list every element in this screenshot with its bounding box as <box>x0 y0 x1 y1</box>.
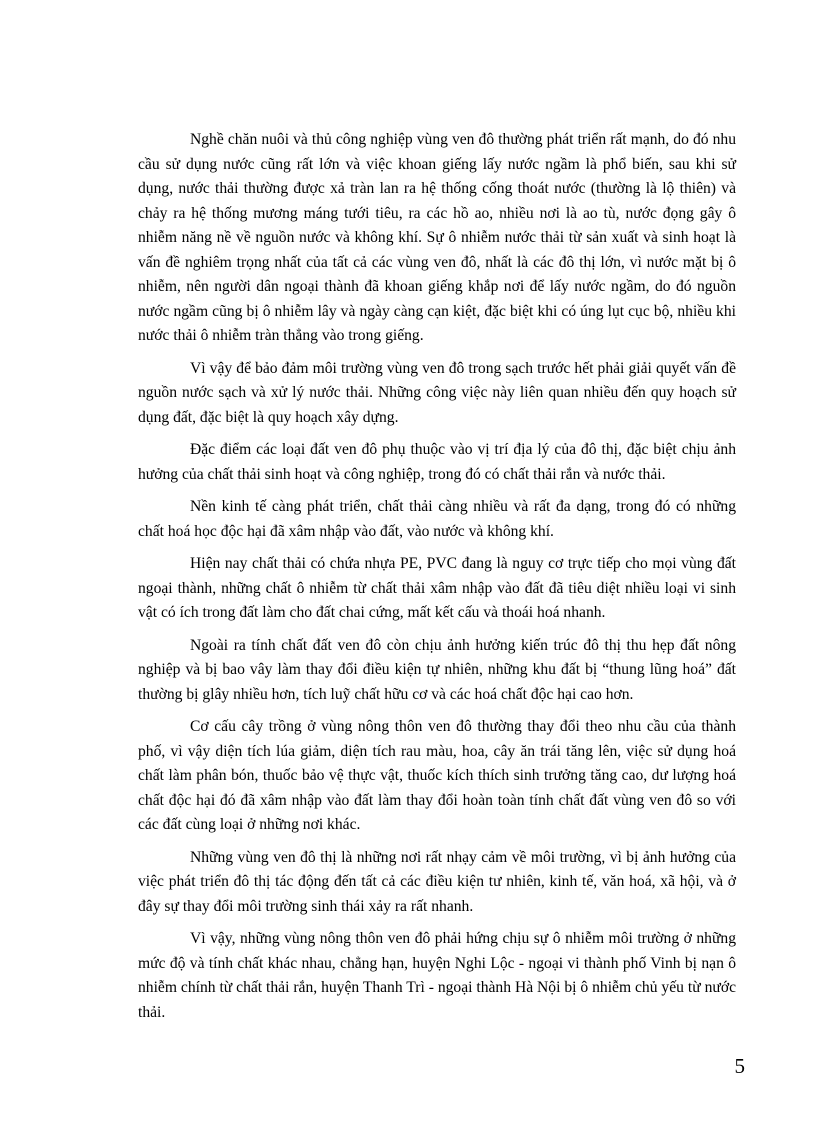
paragraph-2: Vì vậy để bảo đảm môi trường vùng ven đô trong sạch trước hết phải giải quyết vấn đề nguồn nước sạch và xử lý nước thải. Những công việc này liên quan nhiều đến quy hoạch sử dụng đất, đặc biệt là quy hoạch xây dựng. <box>138 359 736 426</box>
paragraph-3: Đặc điểm các loại đất ven đô phụ thuộc vào vị trí địa lý của đô thị, đặc biệt chịu ảnh hưởng của chất thải sinh hoạt và công nghiệp, trong đó có chất thải rắn và nước thải. <box>138 441 736 483</box>
paragraph-6: Ngoài ra tính chất đất ven đô còn chịu ảnh hưởng kiến trúc đô thị thu hẹp đất nông nghiệp và bị bao vây làm thay đổi điều kiện tự nhiên, những khu đất bị “thung lũng hoá” đất thường bị glây nhiều hơn, tích luỹ chất hữu cơ và các hoá chất độc hại cao hơn. <box>138 636 736 703</box>
paragraph-4: Nền kinh tế càng phát triển, chất thải càng nhiều và rất đa dạng, trong đó có những chất hoá học độc hại đã xâm nhập vào đất, vào nước và không khí. <box>138 498 736 540</box>
paragraph-5: Hiện nay chất thải có chứa nhựa PE, PVC đang là nguy cơ trực tiếp cho mọi vùng đất ngoại thành, những chất ô nhiễm từ chất thải xâm nhập vào đất đã tiêu diệt nhiều loại vi sinh vật có ích trong đất làm cho đất chai cứng, mất kết cấu và thoái hoá nhanh. <box>138 555 736 621</box>
paragraph-1: Nghề chăn nuôi và thủ công nghiệp vùng ven đô thường phát triển rất mạnh, do đó nhu cầu sử dụng nước cũng rất lớn và việc khoan giếng lấy nước ngầm là phổ biến, sau khi sử dụng, nước thải thường được xả tràn lan ra hệ thống cống thoát nước (thường là lộ thiên) và chảy ra hệ thống mương máng tưới tiêu, ra các hồ ao, nhiều nơi là ao tù, nước đọng gây ô nhiễm năng nề về nguồn nước và không khí. Sự ô nhiễm nước thải từ sản xuất và sinh hoạt là vấn đề nghiêm trọng nhất của tất cả các vùng ven đô, nhất là các đô thị lớn, vì nước mặt bị ô nhiễm, nên người dân ngoại thành đã khoan giếng khắp nơi để lấy nước ngầm, do đó nguồn nước ngầm cũng bị ô nhiễm lây và ngày càng cạn kiệt, đặc biệt khi có úng lụt cục bộ, nhiều khi nước thải ô nhiễm tràn thẳng vào trong giếng. <box>138 131 736 344</box>
paragraph-8: Những vùng ven đô thị là những nơi rất nhạy cảm về môi trường, vì bị ảnh hưởng của việc phát triển đô thị tác động đến tất cả các điều kiện tư nhiên, kinh tế, văn hoá, xã hội, và ở đây sự thay đổi môi trường sinh thái xảy ra rất nhanh. <box>138 848 736 915</box>
paragraph-9: Vì vậy, những vùng nông thôn ven đô phải hứng chịu sự ô nhiễm môi trường ở những mức độ và tính chất khác nhau, chẳng hạn, huyện Nghi Lộc - ngoại vi thành phố Vinh bị nạn ô nhiễm chính từ chất thải rắn, huyện Thanh Trì - ngoại thành Hà Nội bị ô nhiễm chủ yếu từ nước thải. <box>138 930 736 1021</box>
page-number: 5 <box>734 1054 745 1078</box>
paragraph-7: Cơ cấu cây trồng ở vùng nông thôn ven đô thường thay đổi theo nhu cầu của thành phố, vì vậy diện tích lúa giảm, diện tích rau màu, hoa, cây ăn trái tăng lên, việc sử dụng hoá chất làm phân bón, thuốc bảo vệ thực vật, thuốc kích thích sinh trưởng tăng cao, dư lượng hoá chất độc hại đó đã xâm nhập vào đất làm thay đổi hoàn toàn tính chất đất vùng ven đô so với các đất cùng loại ở những nơi khác. <box>138 718 736 833</box>
document-body <box>138 128 736 1033</box>
